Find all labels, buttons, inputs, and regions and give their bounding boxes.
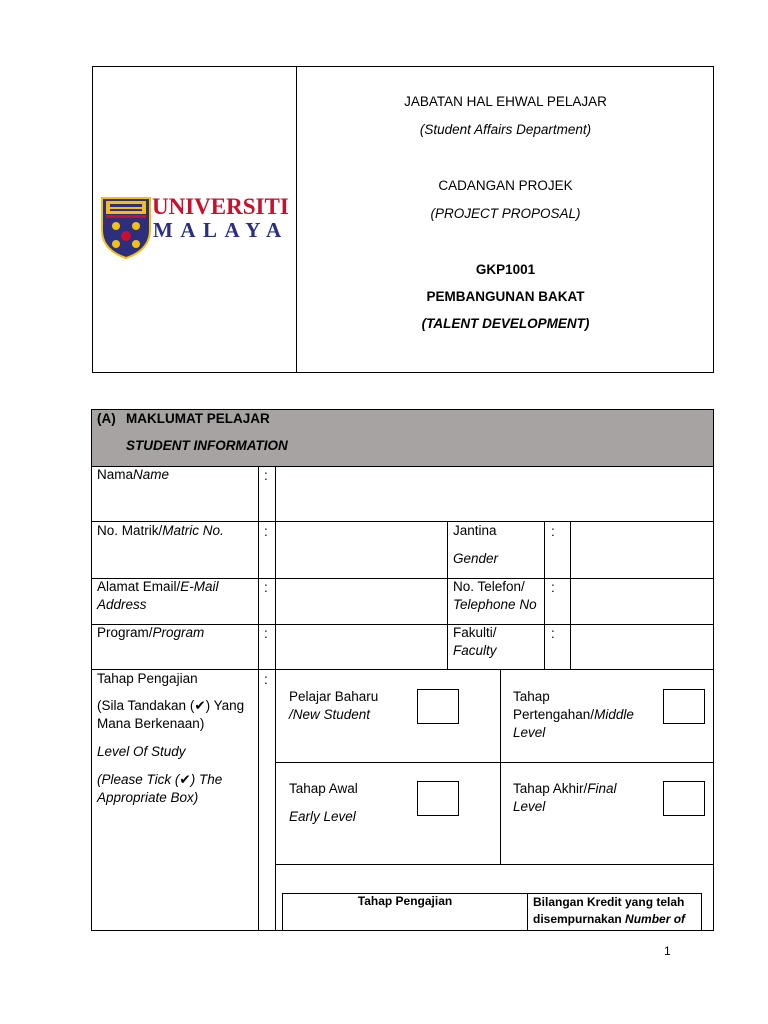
checkbox-middle-level[interactable]: [663, 689, 705, 724]
page-number: 1: [664, 944, 671, 958]
checkbox-new-student[interactable]: [417, 689, 459, 724]
colon: :: [551, 580, 555, 595]
option-new-student-label: Pelajar Baharu /New Student: [289, 689, 379, 722]
checkbox-final-level[interactable]: [663, 781, 705, 816]
option-middle-level-label: Tahap Pertengahan/Middle Level: [513, 689, 634, 740]
column-divider: [447, 521, 448, 669]
program-field[interactable]: [276, 625, 447, 669]
option-final-level-label: Tahap Akhir/Final Level: [513, 781, 617, 814]
colon: :: [264, 468, 268, 483]
faculty-label: Fakulti/ Faculty: [453, 625, 497, 658]
column-divider: [500, 669, 501, 864]
column-divider: [544, 521, 545, 669]
colon: :: [551, 524, 555, 539]
colon: :: [264, 626, 268, 641]
program-label: Program/Program: [97, 625, 205, 640]
department-title-en: (Student Affairs Department): [419, 122, 592, 137]
colon: :: [264, 672, 268, 687]
checkbox-early-level[interactable]: [417, 781, 459, 816]
logo-text-universiti: UNIVERSITI: [152, 194, 289, 219]
level-instruction-en: (Please Tick (✔) The Appropriate Box): [97, 772, 223, 805]
faculty-field[interactable]: [571, 625, 713, 669]
colon: :: [264, 524, 268, 539]
credit-table-divider: [527, 893, 528, 931]
phone-field[interactable]: [571, 579, 713, 624]
matric-field[interactable]: [276, 522, 447, 578]
department-title: JABATAN HAL EHWAL PELAJAR: [404, 94, 607, 109]
level-label: Tahap Pengajian: [97, 671, 198, 686]
document-type: CADANGAN PROJEK: [438, 178, 573, 193]
course-name: PEMBANGUNAN BAKAT: [426, 289, 585, 304]
course-name-en: (TALENT DEVELOPMENT): [421, 316, 590, 331]
gender-label-en: Gender: [453, 551, 499, 566]
colon: :: [264, 580, 268, 595]
level-instruction: (Sila Tandakan (✔) Yang Mana Berkenaan): [97, 698, 245, 731]
option-early-level-label: Tahap Awal: [289, 781, 358, 796]
gender-label: Jantina: [453, 523, 497, 538]
section-a-title-en: STUDENT INFORMATION: [126, 438, 288, 453]
level-label-en: Level Of Study: [97, 744, 186, 759]
credit-table-header-level: Tahap Pengajian: [357, 894, 453, 908]
gender-field[interactable]: [571, 522, 713, 578]
email-label: Alamat Email/E-Mail Address: [97, 579, 219, 612]
document-type-en: (PROJECT PROPOSAL): [430, 206, 581, 221]
phone-label: No. Telefon/ Telephone No: [453, 579, 537, 612]
row-divider: [275, 762, 713, 763]
section-a-number: (A): [97, 411, 116, 426]
column-divider: [258, 466, 259, 930]
university-logo: [100, 194, 292, 260]
name-field[interactable]: [276, 467, 713, 521]
email-field[interactable]: [276, 579, 447, 624]
credit-table-header-credits: Bilangan Kredit yang telah disempurnakan Number of: [533, 895, 686, 926]
logo-text-malaya: MALAYA: [153, 218, 289, 242]
colon: :: [551, 626, 555, 641]
row-divider: [275, 864, 713, 865]
course-code: GKP1001: [475, 262, 536, 277]
matric-label: No. Matrik/Matric No.: [97, 523, 224, 538]
name-label: NamaName: [97, 467, 170, 482]
option-early-level-label-en: Early Level: [289, 809, 356, 824]
section-a-title: MAKLUMAT PELAJAR: [126, 411, 270, 426]
